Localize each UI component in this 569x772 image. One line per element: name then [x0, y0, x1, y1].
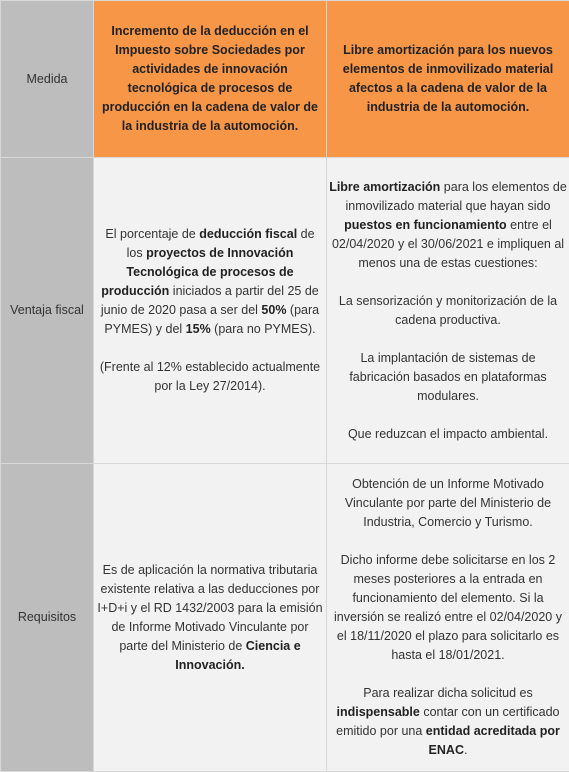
requisitos-amortization-item-2: Dicho informe debe solicitarse en los 2 meses posteriores a la entrada en funcionamiento del elemento. Si la inversión se realizó entre el 02/04/2020 y el 18/11/2020 el plazo para solicitarlo es hasta el 18/01/2021. [329, 551, 567, 665]
requisitos-deduction-paragraph: Es de aplicación la normativa tributaria existente relativa a las deducciones por I+D+i y el RD 1432/2003 para la emisión de Informe Motivado Vinculante por parte del Ministerio de Ciencia e Innovación. [96, 561, 324, 675]
ventaja-amortization-intro: Libre amortización para los elementos de inmovilizado material que hayan sido puestos en funcionamiento entre el 02/04/2020 y el 30/06/2021 e impliquen al menos una de estas cuestiones: [329, 178, 567, 273]
requisitos-amortization-item-3: Para realizar dicha solicitud es indispensable contar con un certificado emitido por una entidad acreditada por ENAC. [329, 684, 567, 760]
header-amortization-cell: Libre amortización para los nuevos elementos de inmovilizado material afectos a la cadena de valor de la industria de la automoción. [327, 1, 569, 158]
row-label-requisitos: Requisitos [1, 464, 94, 772]
requisitos-amortization-cell [327, 464, 569, 772]
ventaja-deduction-paragraph: El porcentaje de deducción fiscal de los proyectos de Innovación Tecnológica de procesos de producción iniciados a partir del 25 de junio de 2020 pasa a ser del 50% (para PYMES) y del 15% (para no PYMES). [96, 225, 324, 339]
ventaja-amortization-item-1: La sensorización y monitorización de la cadena productiva. [329, 292, 567, 330]
requisitos-amortization-item-1: Obtención de un Informe Motivado Vinculante por parte del Ministerio de Industria, Comercio y Turismo. [329, 475, 567, 532]
requisitos-row [1, 464, 569, 772]
ventaja-amortization-cell [327, 158, 569, 464]
header-deduction-cell: Incremento de la deducción en el Impuesto sobre Sociedades por actividades de innovación tecnológica de procesos de producción en la cadena de valor de la industria de la automoción. [94, 1, 327, 158]
ventaja-fiscal-row [1, 158, 569, 464]
header-row [1, 1, 569, 158]
row-label-ventaja-fiscal: Ventaja fiscal [1, 158, 94, 464]
row-label-medida: Medida [1, 1, 94, 158]
ventaja-deduction-cell [94, 158, 327, 464]
requisitos-deduction-cell [94, 464, 327, 772]
ventaja-amortization-item-3: Que reduzcan el impacto ambiental. [329, 425, 567, 444]
ventaja-deduction-note: (Frente al 12% establecido actualmente por la Ley 27/2014). [96, 358, 324, 396]
ventaja-amortization-item-2: La implantación de sistemas de fabricación basados en plataformas modulares. [329, 349, 567, 406]
